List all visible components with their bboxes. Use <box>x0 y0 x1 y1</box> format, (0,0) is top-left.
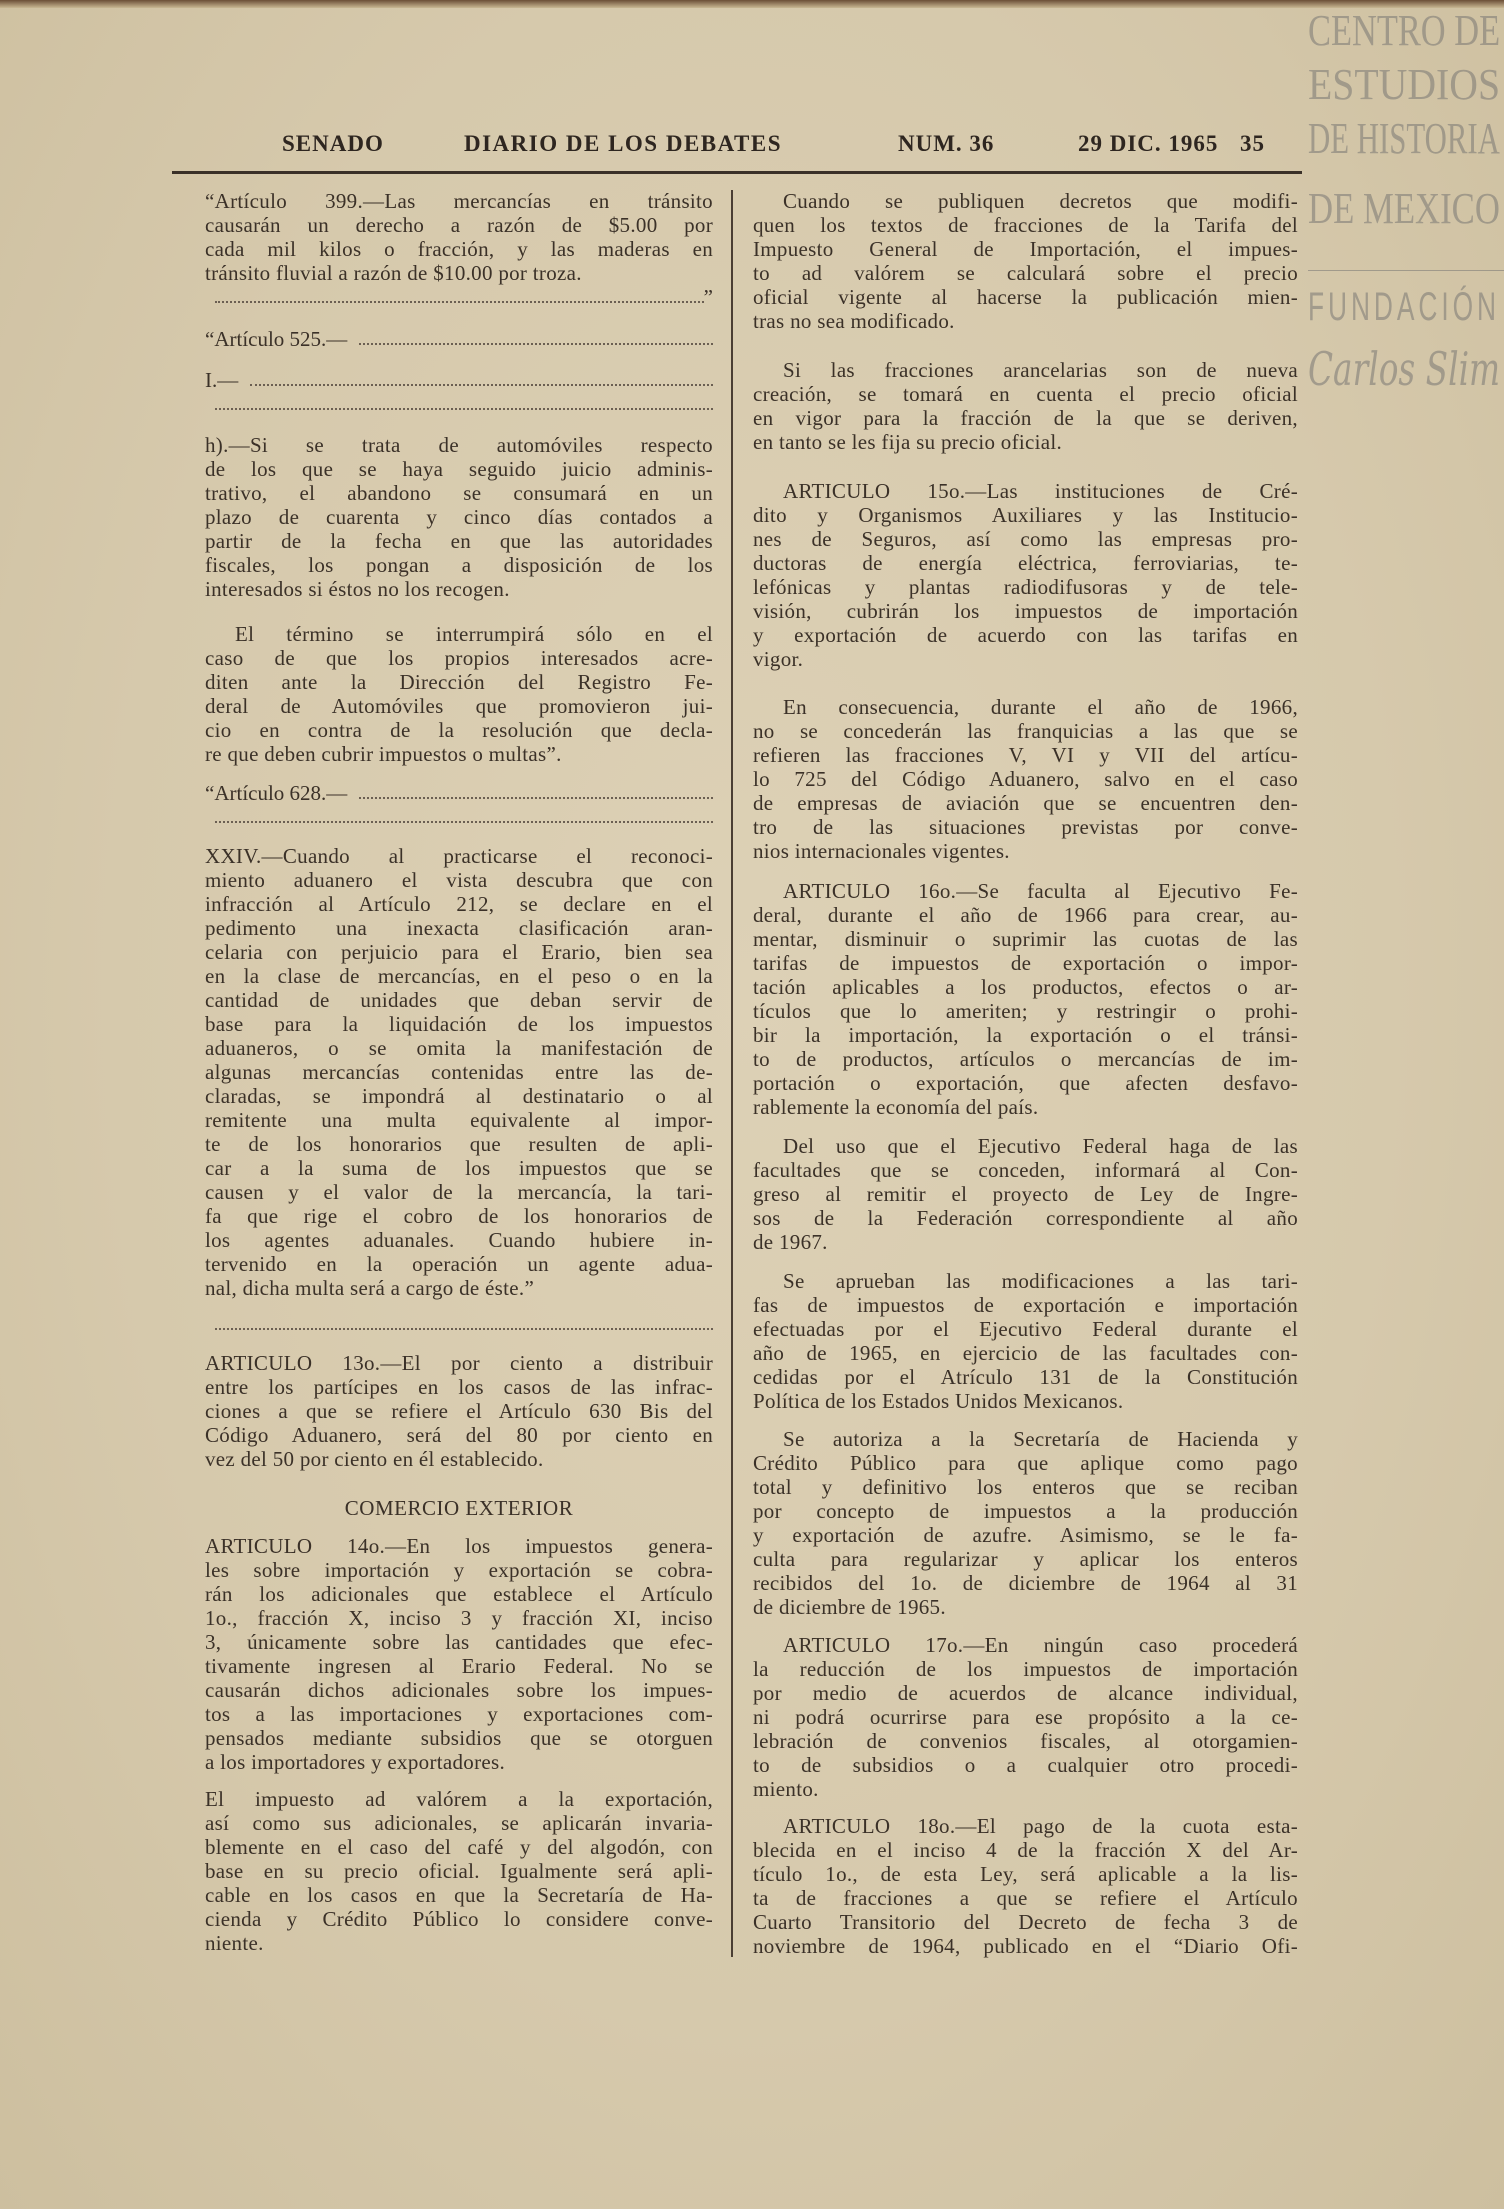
text-line: greso al remitir el proyecto de Ley de Ingre- <box>753 1182 1298 1206</box>
header-rule <box>172 171 1302 174</box>
dotted-fill <box>215 408 713 410</box>
text-line: dito y Organismos Auxiliares y las Institucio- <box>753 503 1298 527</box>
text-line: culta para regularizar y aplicar los enteros <box>753 1547 1298 1571</box>
text-line: portación o exportación, que afecten desfavo- <box>753 1071 1298 1095</box>
text-line: fas de impuestos de exportación e importación <box>753 1293 1298 1317</box>
dot-leader <box>205 285 713 309</box>
text-line: oficial vigente al hacerse la publicación mien- <box>753 285 1298 309</box>
text-line: cable en los casos en que la Secretaría de Ha- <box>205 1883 713 1907</box>
text-line: ARTICULO 18o.—El pago de la cuota esta- <box>783 1814 1298 1838</box>
watermark-signature: Carlos Slim <box>1308 342 1501 396</box>
watermark-line: ESTUDIOS <box>1308 60 1501 109</box>
paragraph <box>753 189 1298 333</box>
watermark-line: CENTRO DE <box>1308 6 1501 55</box>
text-line: pensados mediante subsidios que se otorguen <box>205 1726 713 1750</box>
text-line: h).—Si se trata de automóviles respecto <box>205 433 713 457</box>
text-line: ARTICULO 16o.—Se faculta al Ejecutivo Fe- <box>783 879 1298 903</box>
dot-leader <box>205 392 713 416</box>
text-line: ARTICULO 14o.—En los impuestos genera- <box>205 1534 713 1558</box>
text-line: fa que rige el cobro de los honorarios de <box>205 1204 713 1228</box>
paragraph <box>753 1269 1298 1413</box>
paragraph <box>205 1534 713 1774</box>
text-line: ARTICULO 17o.—En ningún caso procederá <box>783 1633 1298 1657</box>
text-line: así como sus adicionales, se aplicarán invaria- <box>205 1811 713 1835</box>
paragraph <box>753 479 1298 671</box>
watermark-divider <box>1308 270 1504 271</box>
dots-row <box>205 1312 713 1336</box>
paragraph <box>753 879 1298 1119</box>
text-line: claradas, se impondrá al destinatario o al <box>205 1084 713 1108</box>
text-line: tarifas de impuestos de exportación o impor- <box>753 951 1298 975</box>
paragraph <box>205 1351 713 1471</box>
text-line: a los importadores y exportadores. <box>205 1750 506 1774</box>
closing-quote: ” <box>703 285 713 309</box>
text-line: partir de la fecha en que las autoridades <box>205 529 713 553</box>
text-line: quen los textos de fracciones de la Tarifa del <box>753 213 1298 237</box>
text-line: XXIV.—Cuando al practicarse el reconoci- <box>205 844 713 868</box>
text-line: mentar, disminuir o suprimir las cuotas de las <box>753 927 1298 951</box>
text-line: causarán un derecho a razón de $5.00 por <box>205 213 713 237</box>
text-line: de los que se haya seguido juicio adminis- <box>205 457 713 481</box>
text-line: interesados si éstos no los recogen. <box>205 577 510 601</box>
text-line: cienda y Crédito Público lo considere conve- <box>205 1907 713 1931</box>
text-line: Se aprueban las modificaciones a las tari- <box>783 1269 1298 1293</box>
text-line: vez del 50 por ciento en él establecido. <box>205 1447 544 1471</box>
paragraph <box>753 695 1298 863</box>
text-line: aduaneros, o se omita la manifestación de <box>205 1036 713 1060</box>
text-line: Cuando se publiquen decretos que modifi- <box>783 189 1298 213</box>
watermark-line: DE MEXICO <box>1308 184 1500 233</box>
text-line: tivamente ingresen al Erario Federal. No se <box>205 1654 713 1678</box>
text-line: blecida en el inciso 4 de la fracción X del Ar- <box>753 1838 1298 1862</box>
text-line: total y definitivo los enteros que se reciban <box>753 1475 1298 1499</box>
text-line: en tanto se les fija su precio oficial. <box>753 430 1063 454</box>
article-reference <box>205 781 713 805</box>
text-line: recibidos del 1o. de diciembre de 1964 al 31 <box>753 1571 1298 1595</box>
text-line: ciones a que se refiere el Artículo 630 Bis del <box>205 1399 713 1423</box>
text-line: caso de que los propios interesados acre- <box>205 646 713 670</box>
header-publication: DIARIO DE LOS DEBATES <box>464 131 783 156</box>
text-line: base para la liquidación de los impuestos <box>205 1012 713 1036</box>
text-line: tránsito fluvial a razón de $10.00 por troza. <box>205 261 582 285</box>
text-line: rablemente la economía del país. <box>753 1095 1039 1119</box>
dotted-fill <box>250 384 713 386</box>
text-line: no se concederán las franquicias a las que se <box>753 719 1298 743</box>
header-chamber: SENADO <box>282 131 384 156</box>
paragraph <box>205 844 713 1300</box>
text-line: tación aplicables a los productos, efectos o ar- <box>753 975 1298 999</box>
text-line: en la clase de mercancías, en el peso o en la <box>205 964 713 988</box>
dot-leader <box>205 1312 713 1336</box>
text-line: cantidad de unidades que deban servir de <box>205 988 713 1012</box>
leader-row <box>205 781 713 805</box>
text-line: en vigor para la fracción de la que se deriven, <box>753 406 1298 430</box>
section-heading <box>205 1496 713 1520</box>
dotted-fill <box>215 821 713 823</box>
text-line: sos de la Federación correspondiente al año <box>753 1206 1298 1230</box>
paragraph <box>753 1814 1298 1958</box>
text-line: creación, se tomará en cuenta el precio oficial <box>753 382 1298 406</box>
text-line: ta de fracciones a que se refiere el Artículo <box>753 1886 1298 1910</box>
text-line: tos a las importaciones y exportaciones com- <box>205 1702 713 1726</box>
text-line: facultades que se conceden, informará al Con- <box>753 1158 1298 1182</box>
text-line: El impuesto ad valórem a la exportación, <box>205 1787 713 1811</box>
text-line: diten ante la Dirección del Registro Fe- <box>205 670 713 694</box>
text-line: te de los honorarios que resulten de apli- <box>205 1132 713 1156</box>
dot-leader <box>205 805 713 829</box>
paragraph <box>753 1427 1298 1619</box>
text-line: visión, cubrirán los impuestos de importación <box>753 599 1298 623</box>
text-line: de diciembre de 1965. <box>753 1595 946 1619</box>
text-line: año de 1965, en ejercicio de las facultades con- <box>753 1341 1298 1365</box>
text-line: fiscales, los pongan a disposición de los <box>205 553 713 577</box>
watermark-line: DE HISTORIA <box>1308 114 1500 163</box>
text-line: Cuarto Transitorio del Decreto de fecha 3 de <box>753 1910 1298 1934</box>
dotted-fill <box>359 343 713 345</box>
article-label: “Artículo 628.— <box>205 781 348 805</box>
text-line: pedimento una inexacta clasificación aran- <box>205 916 713 940</box>
paragraph <box>753 1633 1298 1801</box>
text-line: to de subsidios o a cualquier otro procedi- <box>753 1753 1298 1777</box>
paragraph <box>205 622 713 766</box>
text-line: causarán dichos adicionales sobre los impues- <box>205 1678 713 1702</box>
text-line: bir la importación, la exportación o el tránsi- <box>753 1023 1298 1047</box>
text-line: noviembre de 1964, publicado en el “Diario Ofi- <box>753 1934 1298 1958</box>
text-line: lefónicas y plantas radiodifusoras y de tele- <box>753 575 1298 599</box>
dotted-fill <box>215 1328 713 1330</box>
text-line: tículo 1o., de esta Ley, será aplicable a la lis- <box>753 1862 1298 1886</box>
header-issue: NUM. 36 <box>898 131 995 156</box>
text-line: lo 725 del Código Aduanero, salvo en el caso <box>753 767 1298 791</box>
leader-row <box>205 327 713 351</box>
text-line: ductoras de energía eléctrica, ferroviarias, te- <box>753 551 1298 575</box>
page-edge <box>0 0 1504 8</box>
dots-row <box>205 805 713 829</box>
text-line: El término se interrumpirá sólo en el <box>235 622 713 646</box>
dotted-fill <box>215 301 704 303</box>
article-reference <box>205 368 713 392</box>
text-line: deral de Automóviles que promovieron jui- <box>205 694 713 718</box>
text-line: les sobre importación y exportación se cobra- <box>205 1558 713 1582</box>
text-line: “Artículo 399.—Las mercancías en tránsito <box>205 189 713 213</box>
text-line: to de productos, artículos o mercancías de im- <box>753 1047 1298 1071</box>
paragraph <box>753 1134 1298 1254</box>
text-line: 1o., fracción X, inciso 3 y fracción XI, inciso <box>205 1606 713 1630</box>
article-reference <box>205 327 713 351</box>
dotted-fill <box>359 797 713 799</box>
paragraph <box>205 1787 713 1955</box>
paragraph <box>205 189 713 285</box>
text-line: tras no sea modificado. <box>753 309 955 333</box>
text-line: nios internacionales vigentes. <box>753 839 1010 863</box>
text-line: plazo de cuarenta y cinco días contados a <box>205 505 713 529</box>
text-line: to ad valórem se calculará sobre el precio <box>753 261 1298 285</box>
text-line: 3, únicamente sobre las cantidades que efec- <box>205 1630 713 1654</box>
text-line: miento. <box>753 1777 819 1801</box>
text-line: algunas mercancías contenidas entre las de- <box>205 1060 713 1084</box>
text-line: Del uso que el Ejecutivo Federal haga de las <box>783 1134 1298 1158</box>
watermark-foundation: FUNDACIÓN <box>1308 285 1500 329</box>
text-line: y exportación de azufre. Asimismo, se le fa- <box>753 1523 1298 1547</box>
text-line: ni podrá ocurrirse para ese propósito a la ce- <box>753 1705 1298 1729</box>
text-line: vigor. <box>753 647 804 671</box>
text-line: re que deben cubrir impuestos o multas”. <box>205 742 562 766</box>
text-line: la reducción de los impuestos de importación <box>753 1657 1298 1681</box>
text-line: Si las fracciones arancelarias son de nueva <box>783 358 1298 382</box>
text-line: nes de Seguros, así como las empresas pro- <box>753 527 1298 551</box>
text-line: trativo, el abandono se consumará en un <box>205 481 713 505</box>
text-line: refieren las fracciones V, VI y VII del artícu- <box>753 743 1298 767</box>
text-line: cedidas por el Atrículo 131 de la Constitución <box>753 1365 1298 1389</box>
text-line: Código Aduanero, será del 80 por ciento en <box>205 1423 713 1447</box>
leader-row <box>205 368 713 392</box>
text-line: tervenido en la operación un agente adua- <box>205 1252 713 1276</box>
text-line: Se autoriza a la Secretaría de Hacienda y <box>783 1427 1298 1451</box>
text-line: entre los partícipes en los casos de las infrac- <box>205 1375 713 1399</box>
header-date: 29 DIC. 1965 <box>1078 131 1219 156</box>
heading-text: COMERCIO EXTERIOR <box>344 1496 574 1520</box>
text-line: cada mil kilos o fracción, y las maderas en <box>205 237 713 261</box>
paragraph <box>205 433 713 601</box>
text-line: lebración de convenios fiscales, al otorgamien- <box>753 1729 1298 1753</box>
text-line: deral, durante el año de 1966 para crear, au- <box>753 903 1298 927</box>
article-label: I.— <box>205 368 239 392</box>
article-label: “Artículo 525.— <box>205 327 348 351</box>
text-line: por concepto de impuestos a la producción <box>753 1499 1298 1523</box>
text-line: de empresas de aviación que se encuentren den- <box>753 791 1298 815</box>
text-line: base en su precio oficial. Igualmente será apli- <box>205 1859 713 1883</box>
dots-row <box>205 285 713 309</box>
text-line: ARTICULO 13o.—El por ciento a distribuir <box>205 1351 713 1375</box>
text-line: remitente una multa equivalente al impor- <box>205 1108 713 1132</box>
text-line: rán los adicionales que establece el Artículo <box>205 1582 713 1606</box>
text-line: efectuadas por el Ejecutivo Federal durante el <box>753 1317 1298 1341</box>
text-line: tículos que lo ameriten; y restringir o prohi- <box>753 999 1298 1023</box>
header-page-number: 35 <box>1240 131 1265 156</box>
text-line: infracción al Artículo 212, se declare en el <box>205 892 713 916</box>
text-line: Política de los Estados Unidos Mexicanos. <box>753 1389 1124 1413</box>
text-line: En consecuencia, durante el año de 1966, <box>783 695 1298 719</box>
text-line: los agentes aduanales. Cuando hubiere in- <box>205 1228 713 1252</box>
text-line: por medio de acuerdos de alcance individual, <box>753 1681 1298 1705</box>
text-line: tro de las situaciones previstas por conve- <box>753 815 1298 839</box>
paragraph <box>753 358 1298 454</box>
text-line: car a la suma de los impuestos que se <box>205 1156 713 1180</box>
text-line: Impuesto General de Importación, el impues- <box>753 237 1298 261</box>
text-line: nal, dicha multa será a cargo de éste.” <box>205 1276 535 1300</box>
text-line: Crédito Público para que aplique como pago <box>753 1451 1298 1475</box>
text-line: miento aduanero el vista descubra que con <box>205 868 713 892</box>
text-line: celaria con perjuicio para el Erario, bien sea <box>205 940 713 964</box>
text-line: y exportación de acuerdo con las tarifas en <box>753 623 1298 647</box>
text-line: niente. <box>205 1931 264 1955</box>
column-divider <box>731 190 733 1957</box>
text-line: de 1967. <box>753 1230 828 1254</box>
dots-row <box>205 392 713 416</box>
text-line: causen y el valor de la mercancía, la tari- <box>205 1180 713 1204</box>
text-line: blemente en el caso del café y del algodón, con <box>205 1835 713 1859</box>
text-line: cio en contra de la resolución que decla- <box>205 718 713 742</box>
text-line: ARTICULO 15o.—Las instituciones de Cré- <box>783 479 1298 503</box>
